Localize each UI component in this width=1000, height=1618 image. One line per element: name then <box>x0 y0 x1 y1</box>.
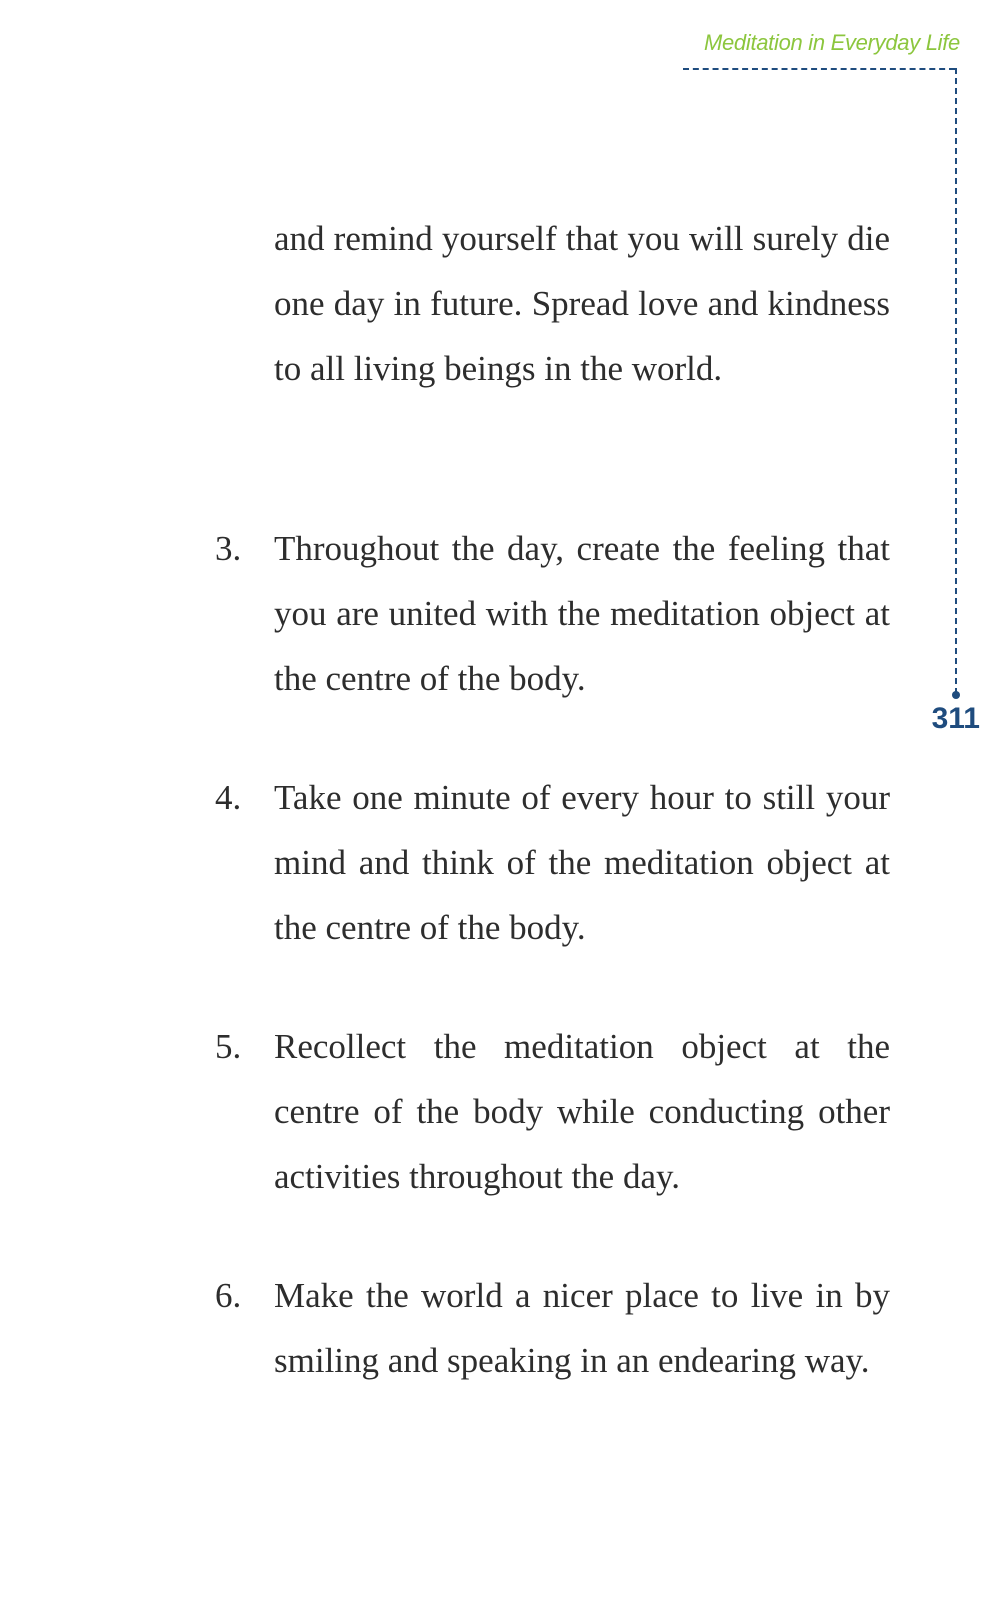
item-number: 6. <box>215 1276 242 1315</box>
page-number: 311 <box>931 702 980 735</box>
running-title: Meditation in Everyday Life <box>703 30 960 55</box>
item-text: Make the world a nicer place to live in by smiling and speaking in an endearing way. <box>274 1276 890 1380</box>
header-dashed-rule <box>683 68 955 70</box>
continuation-paragraph: and remind yourself that you will surely die one day in future. Spread love and kindness to all living beings in the world. <box>274 219 890 388</box>
side-rule-dot <box>952 691 960 699</box>
item-text: Recollect the meditation object at the centre of the body while conducting other activities throughout the day. <box>274 1027 890 1196</box>
item-number: 4. <box>215 778 242 817</box>
side-dashed-rule <box>955 68 957 694</box>
item-text: Throughout the day, create the feeling that you are united with the meditation object at the centre of the body. <box>274 529 890 698</box>
item-number: 5. <box>215 1027 242 1066</box>
item-text: Take one minute of every hour to still your mind and think of the meditation object at the centre of the body. <box>274 778 890 947</box>
item-number: 3. <box>215 529 242 568</box>
